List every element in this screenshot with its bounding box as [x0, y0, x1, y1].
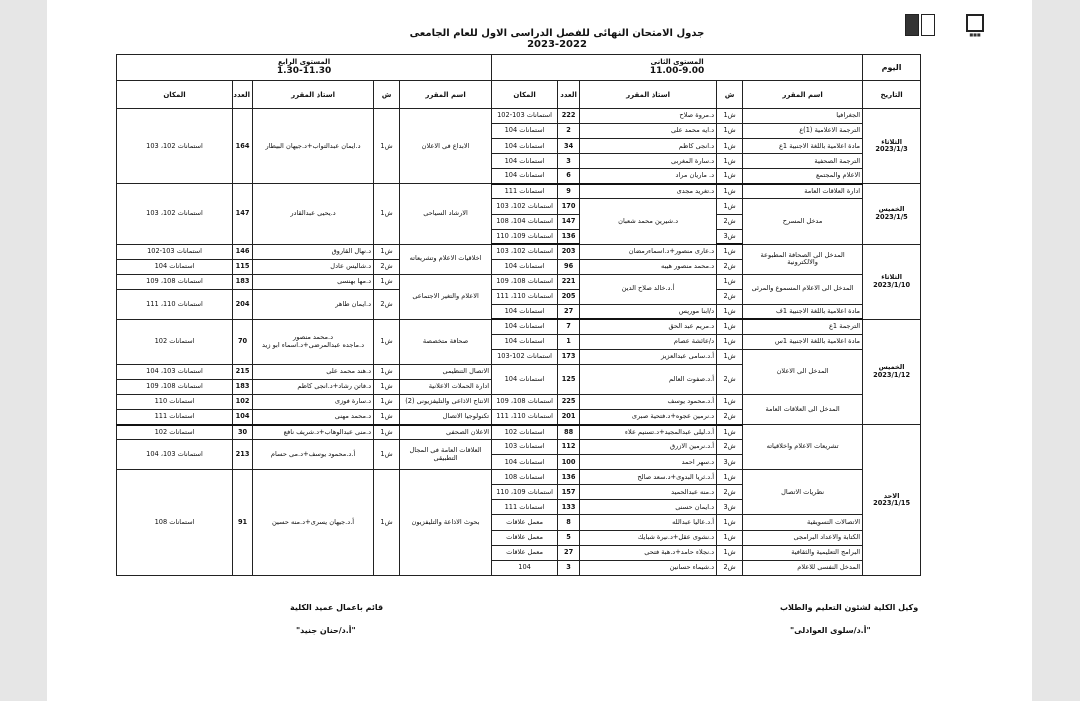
table-cell: ش3 — [717, 229, 743, 244]
table-cell: أ.د.سامى عبدالعزيز — [580, 349, 717, 364]
table-cell: د.انجى كاظم — [580, 139, 717, 154]
table-cell: 9 — [558, 184, 580, 199]
table-cell: د.يحيى عبدالقادر — [253, 184, 374, 244]
table-cell: استمانات 104 — [492, 124, 558, 139]
table-cell: ش1 — [374, 470, 400, 576]
table-cell: 136 — [558, 229, 580, 244]
table-cell: 146 — [233, 244, 253, 259]
table-cell: 203 — [558, 244, 580, 259]
table-cell: ش1 — [374, 395, 400, 410]
table-cell: ش2 — [717, 440, 743, 455]
vice-dean-title: وكيل الكلية لشئون التعليم والطلاب — [780, 603, 919, 612]
table-cell: 115 — [233, 259, 253, 274]
table-cell: 225 — [558, 395, 580, 410]
table-cell: أ.د.نرمين الازرق — [580, 440, 717, 455]
table-cell: د.ايمان عبدالتواب+د.جيهان البيطار — [253, 109, 374, 184]
table-cell: استمانات 104 — [492, 139, 558, 154]
table-cell: استمانات 111 — [492, 184, 558, 199]
dean-name: "أ.د/حنان جنيد" — [296, 626, 356, 635]
table-cell: أ.د.جيهان يسرى+د.منه حسين — [253, 470, 374, 576]
table-cell: ش1 — [374, 274, 400, 289]
day-cell: الخميس 2023/1/5 — [863, 184, 921, 244]
table-cell: الارشاد السياحى — [400, 184, 492, 244]
table-cell: مدخل المسرح — [743, 199, 863, 244]
table-cell: المدخل الى العلاقات العامة — [743, 395, 863, 425]
table-cell: أ.د.محمود يوسف+د.مى حسام — [253, 440, 374, 470]
table-cell: ش1 — [717, 425, 743, 440]
table-cell: ش1 — [717, 334, 743, 349]
table-cell: استمانات 109، 110 — [492, 485, 558, 500]
table-cell: استمانات 104 — [492, 259, 558, 274]
table-cell: استمانات 102-103 — [492, 349, 558, 364]
table-cell: 201 — [558, 410, 580, 425]
table-cell: 157 — [558, 485, 580, 500]
table-cell: استمانات 103-102 — [117, 244, 233, 259]
table-cell: 96 — [558, 259, 580, 274]
table-cell: استمانات 108، 109 — [492, 395, 558, 410]
table-cell: ش1 — [717, 530, 743, 545]
table-cell: ش1 — [717, 274, 743, 289]
table-cell: تشريعات الاعلام واخلاقياته — [743, 425, 863, 470]
table-cell: الاعلام والمجتمع — [743, 169, 863, 184]
table-cell: 7 — [558, 319, 580, 334]
table-cell: ش1 — [374, 364, 400, 379]
table-cell: استمانات 110، 111 — [492, 289, 558, 304]
table-cell: د.نشوى عقل+د.نيرة شبايك — [580, 530, 717, 545]
professor-header: استاذ المقرر — [253, 81, 374, 109]
faculty-logo-icon: ■■■ — [965, 14, 985, 36]
table-cell: 205 — [558, 289, 580, 304]
table-cell: ش1 — [717, 545, 743, 560]
table-cell: 27 — [558, 304, 580, 319]
table-cell: استمانات 110، 111 — [492, 410, 558, 425]
table-cell: د.تغريد مجدى — [580, 184, 717, 199]
table-cell: استمانات 103 — [492, 440, 558, 455]
table-cell: د.محمد منصور هيبه — [580, 259, 717, 274]
table-cell: الابداع فى الاعلان — [400, 109, 492, 184]
table-cell: 3 — [558, 154, 580, 169]
table-cell: 136 — [558, 470, 580, 485]
table-cell: ش1 — [374, 380, 400, 395]
table-cell: استمانات 110، 111 — [117, 289, 233, 319]
table-cell: استمانات 102، 103 — [117, 109, 233, 184]
table-cell: استمانات 111 — [117, 410, 233, 425]
table-cell: 222 — [558, 109, 580, 124]
table-cell: 183 — [233, 380, 253, 395]
table-cell: استمانات 102، 103 — [492, 199, 558, 214]
table-cell: د.عارى منصور+د.اسماءرمضان — [580, 244, 717, 259]
table-cell: استمانات 108، 109 — [117, 380, 233, 395]
table-cell: استمانات 108 — [492, 470, 558, 485]
table-cell: 112 — [558, 440, 580, 455]
table-cell: استمانات 104 — [492, 154, 558, 169]
table-cell: 204 — [233, 289, 253, 319]
table-cell: استمانات 102 — [492, 425, 558, 440]
table-cell: ش1 — [717, 470, 743, 485]
table-cell: د/عائشة عصام — [580, 334, 717, 349]
table-cell: 91 — [233, 470, 253, 576]
table-cell: مادة اعلامية باللغة الاجنبية 1س — [743, 334, 863, 349]
exam-schedule-table — [116, 54, 921, 576]
table-cell: البرامج التعليمية والثقافية — [743, 545, 863, 560]
table-cell: الكتابة والاعداد البرامجى — [743, 530, 863, 545]
table-cell: ش2 — [717, 289, 743, 304]
table-cell: د.فاتن رشاد+د.انجى كاظم — [253, 380, 374, 395]
table-cell: ش2 — [717, 560, 743, 575]
table-cell: د/ابنا موريس — [580, 304, 717, 319]
table-cell: استمانات 102، 103 — [117, 184, 233, 244]
table-cell: د.شاليس عادل — [253, 259, 374, 274]
table-cell: معمل علاقات — [492, 530, 558, 545]
table-cell: د.منه عبدالحميد — [580, 485, 717, 500]
vice-dean-name: "أ.د/سلوى العوادلى" — [790, 626, 871, 635]
table-cell: 215 — [233, 364, 253, 379]
table-cell: د.مها بهنسى — [253, 274, 374, 289]
table-cell: استمانات 104 — [492, 364, 558, 394]
table-cell: أ.د.خالد صلاح الدين — [580, 274, 717, 304]
table-cell: استمانات 104 — [492, 319, 558, 334]
course-header: اسم المقرر — [743, 81, 863, 109]
table-cell: 70 — [233, 319, 253, 364]
table-cell: اخلاقيات الاعلام وتشريعاته — [400, 244, 492, 274]
table-cell: ش1 — [717, 169, 743, 184]
table-cell: د.نهال القاروق — [253, 244, 374, 259]
day-cell: الاحد 2023/1/15 — [863, 425, 921, 576]
table-cell: المدخل الى الصحافة المطبوعة والالكترونية — [743, 244, 863, 274]
table-cell: د.محمد منصور د.ماجده عبدالمرضى+د.اسماء ابو زيد — [253, 319, 374, 364]
table-cell: 6 — [558, 169, 580, 184]
table-cell: أ.د.عاليا عبدالله — [580, 515, 717, 530]
table-cell: 8 — [558, 515, 580, 530]
table-cell: د.محمد مهنى — [253, 410, 374, 425]
table-cell: 1 — [558, 334, 580, 349]
table-cell: ش1 — [717, 244, 743, 259]
day-cell: الثلاثاء 2023/1/10 — [863, 244, 921, 319]
table-cell: ش3 — [717, 455, 743, 470]
table-cell: ش1 — [374, 244, 400, 259]
day-cell: الخميس 2023/1/12 — [863, 319, 921, 424]
place-header: المكان — [492, 81, 558, 109]
table-cell: الترجمة الصحفية — [743, 154, 863, 169]
table-cell: د.سارة فوزى — [253, 395, 374, 410]
table-cell: د.نرمين عجوه+د.فتحية صبرى — [580, 410, 717, 425]
table-cell: المدخل الى الاعلام المسموع والمرئى — [743, 274, 863, 304]
professor-header: استاذ المقرر — [580, 81, 717, 109]
place-header: المكان — [117, 81, 233, 109]
table-cell: 164 — [233, 109, 253, 184]
table-cell: استمانات 104 — [492, 334, 558, 349]
table-cell: معمل علاقات — [492, 515, 558, 530]
table-cell: ش1 — [717, 139, 743, 154]
table-cell: المدخل النفسى للاعلام — [743, 560, 863, 575]
table-cell: الاعلام والتغير الاجتماعى — [400, 274, 492, 319]
table-cell: د.شيرين محمد شعبان — [580, 199, 717, 244]
table-cell: ش1 — [717, 304, 743, 319]
table-cell: 221 — [558, 274, 580, 289]
table-cell: استمانات 104، 108 — [492, 214, 558, 229]
table-cell: بحوث الاذاعة والتليفزيون — [400, 470, 492, 576]
table-cell: 102 — [233, 395, 253, 410]
table-cell: الانتاج الاذاعى والتليفزيونى (2) — [400, 395, 492, 410]
table-cell: ش2 — [717, 410, 743, 425]
table-cell: 173 — [558, 349, 580, 364]
table-cell: أ.د.محمود يوسف — [580, 395, 717, 410]
table-cell: المدخل الى الاعلان — [743, 349, 863, 394]
table-cell: ادارة العلاقات العامة — [743, 184, 863, 199]
table-cell: ش1 — [717, 199, 743, 214]
table-cell: استمانات 103-102 — [492, 109, 558, 124]
table-cell: ش1 — [374, 440, 400, 470]
table-cell: استمانات 110 — [117, 395, 233, 410]
level4-header: المستوى الرابع 1.30-11.30 — [117, 55, 492, 81]
table-cell: ش1 — [717, 109, 743, 124]
date-header: التاريخ — [863, 81, 921, 109]
table-cell: ش2 — [717, 364, 743, 394]
table-cell: الترجمة الاعلامية (1)ع — [743, 124, 863, 139]
table-cell: استمانات 104 — [117, 259, 233, 274]
table-cell: أ.د.ليلى عبدالمجيد+د.تسنيم علاء — [580, 425, 717, 440]
table-cell: 2 — [558, 124, 580, 139]
table-cell: د.مريم عبد الحق — [580, 319, 717, 334]
table-cell: معمل علاقات — [492, 545, 558, 560]
table-cell: أ.د.ثريا البدوى+د.سعد صالح — [580, 470, 717, 485]
section-header: ش — [374, 81, 400, 109]
table-cell: 147 — [558, 214, 580, 229]
table-cell: تكنولوجيا الاتصال — [400, 410, 492, 425]
table-cell: استمانات 104 — [492, 455, 558, 470]
schedule-title: جدول الامتحان النهائى للفصل الدراسى الاول للعام الجامعى 2022-2023 — [409, 28, 705, 50]
table-cell: الجغرافيا — [743, 109, 863, 124]
table-cell: د.ايمان حسنى — [580, 500, 717, 515]
table-cell: د. ماريان مراد — [580, 169, 717, 184]
table-cell: ادارة الحملات الاعلانية — [400, 380, 492, 395]
table-cell: 34 — [558, 139, 580, 154]
table-cell: استمانات 108 — [117, 470, 233, 576]
table-cell: ش1 — [374, 319, 400, 364]
course-header: اسم المقرر — [400, 81, 492, 109]
table-cell: ش1 — [374, 425, 400, 440]
table-cell: مادة اعلامية باللغة الاجنبية 1ع — [743, 139, 863, 154]
table-cell: 5 — [558, 530, 580, 545]
day-header: اليوم — [863, 55, 921, 81]
table-cell: استمانات 111 — [492, 500, 558, 515]
university-logo-icon — [905, 14, 943, 36]
section-header: ش — [717, 81, 743, 109]
table-cell: الاعلان الصحفى — [400, 425, 492, 440]
table-cell: ش1 — [374, 109, 400, 184]
table-cell: د.سارة المغربى — [580, 154, 717, 169]
table-cell: د.ايه محمد على — [580, 124, 717, 139]
table-cell: ش2 — [717, 485, 743, 500]
table-cell: ش1 — [717, 184, 743, 199]
table-cell: الترجمة 1ع — [743, 319, 863, 334]
table-cell: الاتصال التنظيمى — [400, 364, 492, 379]
table-cell: 147 — [233, 184, 253, 244]
table-cell: ش3 — [717, 500, 743, 515]
table-cell: 125 — [558, 364, 580, 394]
table-cell: استمانات 103، 104 — [117, 364, 233, 379]
table-cell: ش1 — [717, 124, 743, 139]
table-cell: ش1 — [717, 395, 743, 410]
count-header: العدد — [233, 81, 253, 109]
table-cell: استمانات 104 — [492, 169, 558, 184]
table-cell: د.ايمان طاهر — [253, 289, 374, 319]
table-cell: مادة اعلامية باللغة الاجنبية 1ف — [743, 304, 863, 319]
table-cell: صحافة متخصصة — [400, 319, 492, 364]
table-cell: 30 — [233, 425, 253, 440]
table-cell: ش1 — [717, 319, 743, 334]
table-cell: ش2 — [374, 289, 400, 319]
table-cell: 3 — [558, 560, 580, 575]
table-cell: د.نجلاء حامد+د.هبة فتحى — [580, 545, 717, 560]
table-cell: استمانات 102، 103 — [492, 244, 558, 259]
table-cell: 104 — [492, 560, 558, 575]
table-cell: 27 — [558, 545, 580, 560]
table-cell: استمانات 102 — [117, 319, 233, 364]
table-cell: 104 — [233, 410, 253, 425]
table-cell: ش2 — [717, 214, 743, 229]
table-cell: 133 — [558, 500, 580, 515]
level2-header: المستوى الثانى 11.00-9.00 — [492, 55, 863, 81]
table-cell: 170 — [558, 199, 580, 214]
table-cell: ش1 — [717, 515, 743, 530]
table-cell: استمانات 108، 109 — [492, 274, 558, 289]
table-cell: العلاقات العامة فى المجال التطبيقى — [400, 440, 492, 470]
table-cell: الاتصالات التسويقية — [743, 515, 863, 530]
table-cell: استمانات 108، 109 — [117, 274, 233, 289]
table-cell: د.منى عبدالوهاب+د.شريف نافع — [253, 425, 374, 440]
table-cell: ش1 — [374, 410, 400, 425]
table-cell: د.مروة صلاح — [580, 109, 717, 124]
day-cell: الثلاثاء 2023/1/3 — [863, 109, 921, 184]
table-cell: د.هند محمد على — [253, 364, 374, 379]
count-header: العدد — [558, 81, 580, 109]
table-cell: استمانات 109، 110 — [492, 229, 558, 244]
table-cell: ش2 — [717, 259, 743, 274]
table-cell: 100 — [558, 455, 580, 470]
table-cell: 88 — [558, 425, 580, 440]
table-cell: نظريات الاتصال — [743, 470, 863, 515]
table-cell: ش1 — [374, 184, 400, 244]
table-cell: استمانات 102 — [117, 425, 233, 440]
table-cell: 213 — [233, 440, 253, 470]
table-cell: استمانات 104 — [492, 304, 558, 319]
table-cell: ش2 — [374, 259, 400, 274]
table-cell: ش1 — [717, 154, 743, 169]
table-cell: استمانات 103، 104 — [117, 440, 233, 470]
table-cell: 183 — [233, 274, 253, 289]
dean-title: قائم باعمال عميد الكلية — [290, 603, 384, 612]
table-cell: د.سهر احمد — [580, 455, 717, 470]
table-cell: د.شيماء حسانين — [580, 560, 717, 575]
table-cell: ش1 — [717, 349, 743, 364]
table-cell: أ.د.صفوت العالم — [580, 364, 717, 394]
